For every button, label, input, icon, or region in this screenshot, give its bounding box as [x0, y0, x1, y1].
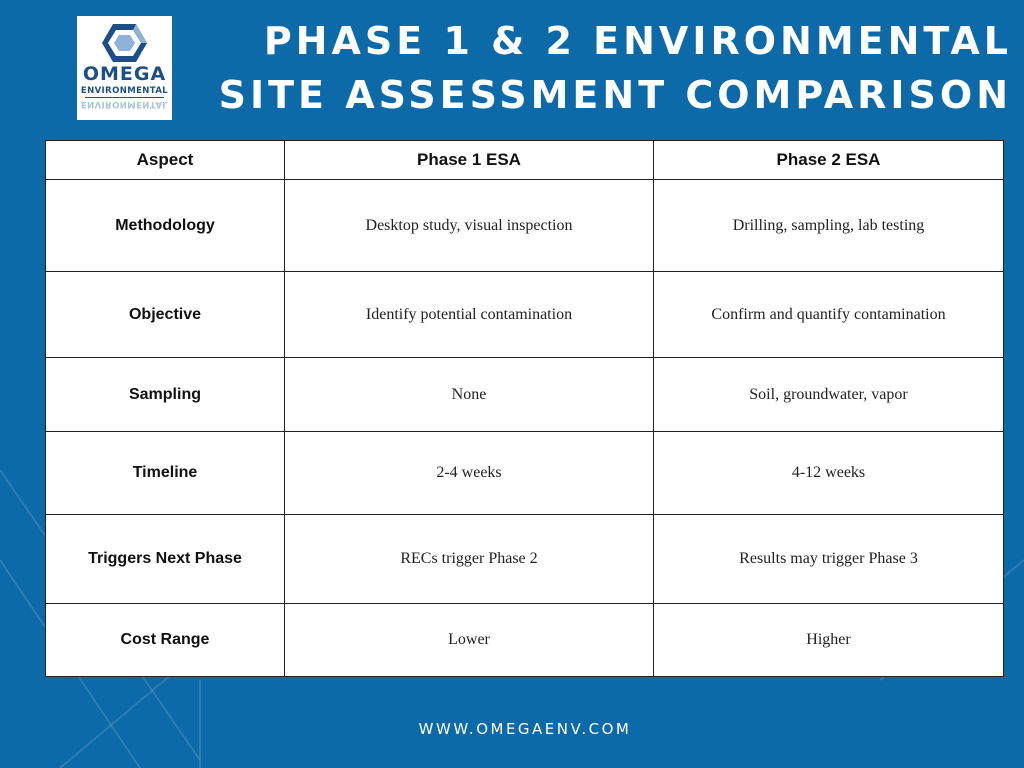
logo-name: OMEGA	[82, 63, 167, 85]
aspect-cell: Cost Range	[46, 604, 285, 677]
header-aspect: Aspect	[46, 141, 285, 180]
aspect-cell: Timeline	[46, 432, 285, 515]
phase-2-cell: Confirm and quantify contamination	[654, 272, 1004, 358]
phase-2-cell: Soil, groundwater, vapor	[654, 358, 1004, 432]
header-phase-1: Phase 1 ESA	[285, 141, 654, 180]
company-logo	[77, 16, 172, 120]
table-row	[46, 358, 1004, 432]
phase-1-cell: Desktop study, visual inspection	[285, 180, 654, 272]
phase-2-cell: Results may trigger Phase 3	[654, 515, 1004, 604]
phase-1-cell: None	[285, 358, 654, 432]
logo-reflection: ENVIRONMENTAL	[80, 99, 169, 109]
phase-2-cell: Drilling, sampling, lab testing	[654, 180, 1004, 272]
comparison-table	[45, 140, 1004, 677]
website-url[interactable]: WWW.OMEGAENV.COM	[418, 720, 632, 738]
table-row	[46, 272, 1004, 358]
aspect-cell: Methodology	[46, 180, 285, 272]
page-title	[219, 14, 1012, 122]
table-row	[46, 180, 1004, 272]
aspect-cell: Objective	[46, 272, 285, 358]
table-header-row	[46, 141, 1004, 180]
phase-2-cell: Higher	[654, 604, 1004, 677]
phase-1-cell: 2-4 weeks	[285, 432, 654, 515]
hexagon-logo-icon	[101, 22, 148, 64]
table-row	[46, 432, 1004, 515]
phase-2-cell: 4-12 weeks	[654, 432, 1004, 515]
phase-1-cell: RECs trigger Phase 2	[285, 515, 654, 604]
logo-divider	[85, 97, 164, 98]
aspect-cell: Sampling	[46, 358, 285, 432]
table-row	[46, 604, 1004, 677]
aspect-cell: Triggers Next Phase	[46, 515, 285, 604]
title-line-1: PHASE 1 & 2 ENVIRONMENTAL	[263, 19, 1012, 63]
phase-1-cell: Lower	[285, 604, 654, 677]
phase-1-cell: Identify potential contamination	[285, 272, 654, 358]
title-line-2: SITE ASSESSMENT COMPARISON	[218, 73, 1012, 117]
logo-subtitle: ENVIRONMENTAL	[80, 86, 169, 96]
header-phase-2: Phase 2 ESA	[654, 141, 1004, 180]
table-row	[46, 515, 1004, 604]
